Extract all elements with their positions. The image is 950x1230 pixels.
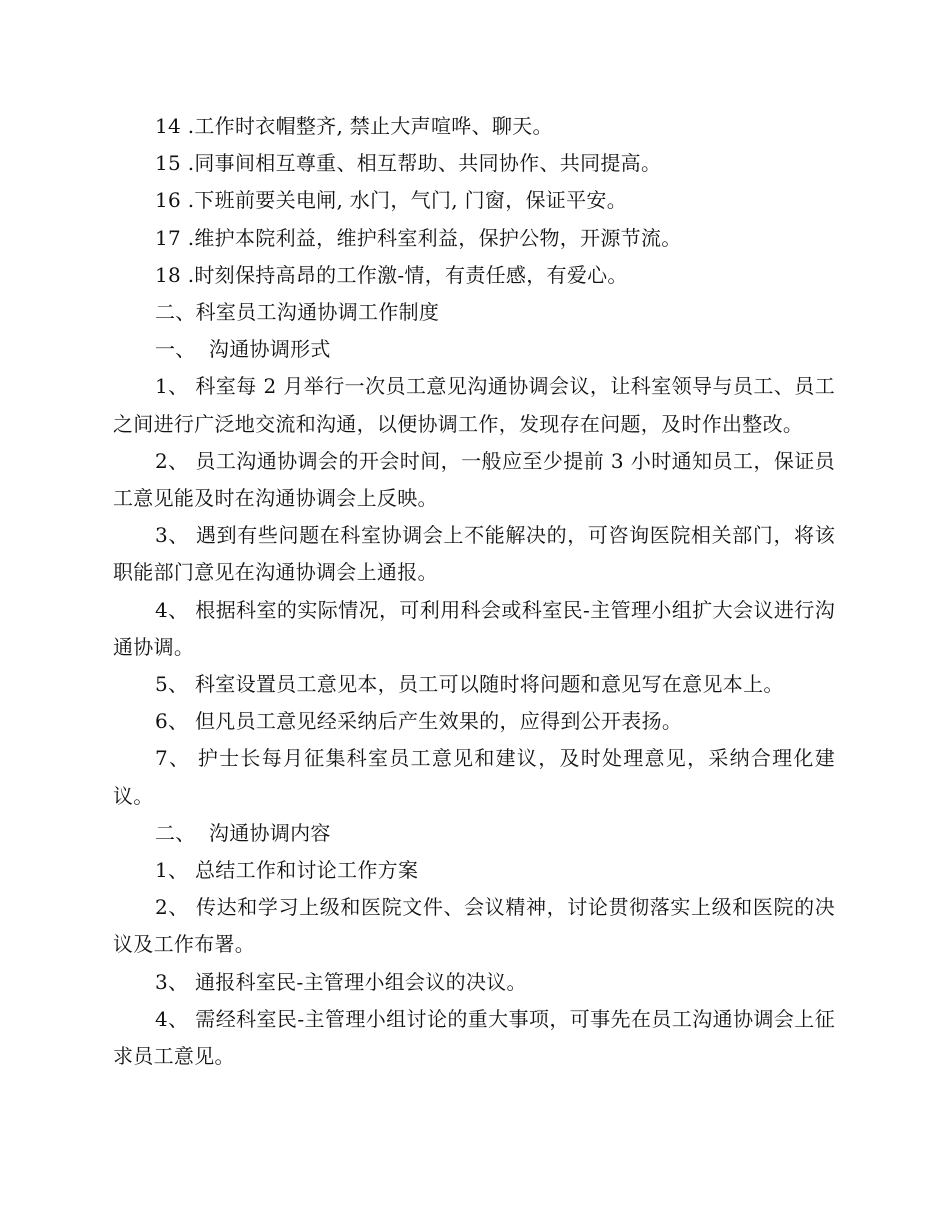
paragraph-rule-15: 15 .同事间相互尊重、相互帮助、共同协作、共同提高。: [155, 151, 662, 176]
paragraph-form-5: 5、 科室设置员工意见本，员工可以随时将问题和意见写在意见本上。: [155, 672, 784, 697]
paragraph-form-2: 2、 员工沟通协调会的开会时间，一般应至少提前 3 小时通知员工，保证员工意见能及时在沟通协调会上反映。: [113, 448, 835, 511]
section-heading-communication-system: 二、科室员工沟通协调工作制度: [155, 300, 440, 325]
paragraph-rule-14: 14 .工作时衣帽整齐, 禁止大声喧哗、聊天。: [155, 114, 553, 138]
paragraph-form-1: 1、 科室每 2 月举行一次员工意见沟通协调会议，让科室领导与员工、员工之间进行广泛地交流和沟通，以便协调工作，发现存在问题，及时作出整改。: [113, 374, 835, 436]
paragraph-content-4: 4、 需经科室民-主管理小组讨论的重大事项，可事先在员工沟通协调会上征求员工意见。: [113, 1006, 835, 1069]
subsection-heading-contents: 二、 沟通协调内容: [155, 820, 331, 845]
paragraph-form-6: 6、 但凡员工意见经采纳后产生效果的，应得到公开表扬。: [155, 709, 683, 734]
paragraph-form-3: 3、 遇到有些问题在科室协调会上不能解决的，可咨询医院相关部门，将该职能部门意见在沟通协调会上通报。: [113, 523, 835, 585]
paragraph-rule-16: 16 .下班前要关电闸, 水门，气门, 门窗，保证平安。: [155, 188, 627, 213]
paragraph-form-4: 4、 根据科室的实际情况，可利用科会或科室民-主管理小组扩大会议进行沟通协调。: [113, 597, 835, 659]
paragraph-form-7: 7、 护士长每月征集科室员工意见和建议，及时处理意见，采纳合理化建议。: [113, 746, 835, 808]
paragraph-rule-17: 17 .维护本院利益，维护科室利益，保护公物，开源节流。: [155, 225, 682, 250]
paragraph-rule-18: 18 .时刻保持高昂的工作激-情，有责任感，有爱心。: [155, 262, 628, 287]
paragraph-content-1: 1、 总结工作和讨论工作方案: [155, 858, 419, 883]
paragraph-content-3: 3、 通报科室民-主管理小组会议的决议。: [155, 969, 527, 994]
subsection-heading-forms: 一、 沟通协调形式: [155, 337, 331, 362]
document-body: [113, 108, 835, 1075]
paragraph-content-2: 2、 传达和学习上级和医院文件、会议精神，讨论贯彻落实上级和医院的决议及工作布署。: [113, 895, 835, 957]
